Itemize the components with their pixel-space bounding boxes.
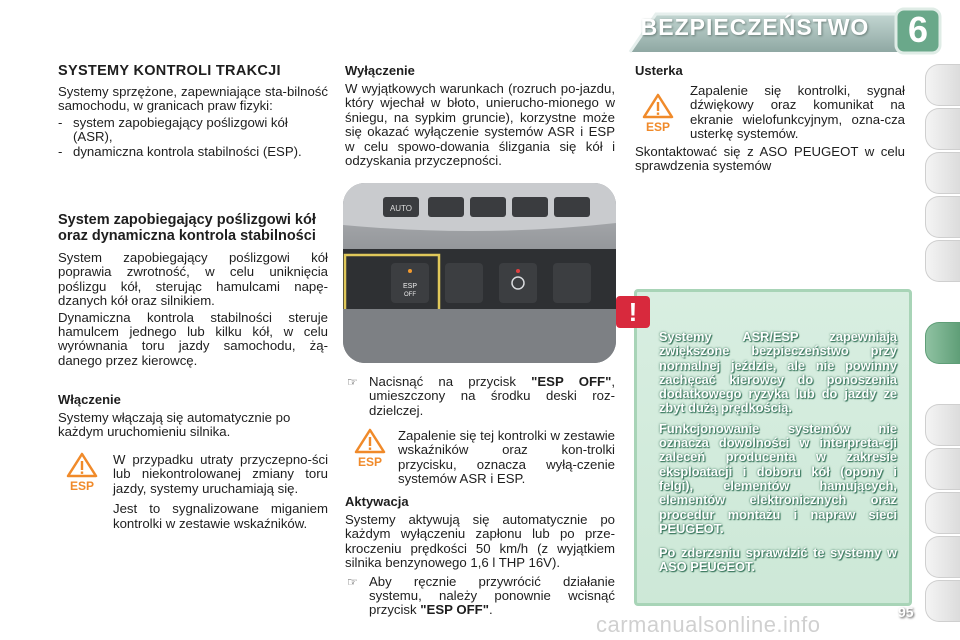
chapter-tab[interactable] <box>925 580 960 622</box>
note-text: Zapalenie się kontrolki, sygnał dźwiękowy oraz komunikat na ekranie wielofunkcyjnym, ozna-cza usterkę systemów. <box>690 83 905 142</box>
paragraph: Dynamiczna kontrola stabilności steruje hamulcem jednego lub kilku kół, w celu wyrównania toru jazdy samochodu, żą-danego przez kierowcę. <box>58 309 328 368</box>
column-2-step <box>345 375 615 418</box>
heading-wlaczenie: Włączenie <box>58 392 121 407</box>
esp-off-button-label: "ESP OFF" <box>420 602 489 618</box>
chapter-tab[interactable] <box>925 492 960 534</box>
dashboard-photo <box>343 183 616 363</box>
esp-off-button-label: "ESP OFF" <box>531 374 612 389</box>
note-text: W przypadku utraty przyczepno-ści lub niekontrolowanej zmiany toru jazdy, systemy uruchamiają się. <box>113 452 328 496</box>
caution-paragraph: Po zderzeniu sprawdzić te systemy w ASO PEUGEOT. <box>659 545 897 575</box>
instruction-step: ☞ Aby ręcznie przywrócić działanie systemu, należy ponownie wcisnąć przycisk "ESP OFF". <box>347 573 615 618</box>
subsection-title: System zapobiegający poślizgowi kół oraz dynamiczna kontrola stabilności <box>58 212 316 244</box>
column-1-note <box>113 453 328 533</box>
chapter-tab[interactable] <box>925 152 960 194</box>
heading-usterka: Usterka <box>635 63 683 78</box>
paragraph: Systemy włączają się automatycznie po każdym uruchomieniu silnika. <box>58 410 291 440</box>
chapter-tab[interactable] <box>925 404 960 446</box>
intro-text: Systemy sprzężone, zapewniające sta-bilność samochodu, w granicach praw fizyki: <box>58 84 328 114</box>
svg-text:ESP: ESP <box>69 479 95 492</box>
column-1-activation <box>58 392 328 442</box>
section-title: SYSTEMY KONTROLI TRAKCJI <box>58 63 281 79</box>
chapter-tab[interactable] <box>925 108 960 150</box>
esp-label: ESP <box>402 283 418 290</box>
esp-warning-icon <box>638 93 678 133</box>
column-3-note <box>690 84 905 144</box>
paragraph: Skontaktować się z ASO PEUGEOT w celu sprawdzenia systemów <box>635 144 905 174</box>
list-item: - dynamiczna kontrola stabilności (ESP). <box>58 143 302 159</box>
column-2-activation <box>345 494 615 618</box>
svg-text:ESP: ESP <box>645 120 671 133</box>
column-1-section <box>58 212 328 370</box>
column-2-note <box>398 429 615 489</box>
column-1 <box>58 63 328 159</box>
caution-text <box>659 330 897 581</box>
chapter-number: 6 <box>907 9 929 50</box>
paragraph: W wyjątkowych warunkach (rozruch po-jazdu, który wjechał w błoto, unierucho-mionego w śniegu, na sypkim gruncie), korzystne może się okazać wyłączenie systemów ASR i ESP w celu spowo-dowania ślizgania się kół i odzyskania przyczepności. <box>345 81 615 169</box>
column-2 <box>345 63 615 170</box>
note-text: Zapalenie się tej kontrolki w zestawie wskaźników oraz kon-trolki przycisku, oznacza wyłą-czenie systemów ASR i ESP. <box>398 428 615 487</box>
note-text: Jest to sygnalizowane miganiem kontrolki w zestawie wskaźników. <box>113 501 328 531</box>
caution-paragraph: Systemy ASR/ESP zapewniają zwiększone bezpieczeństwo przy normalnej jeździe, ale nie powinny zachęcać kierowcy do ponoszenia dodatkowego ryzyka lub do jazdy ze zbyt dużą prędkością. <box>659 329 897 416</box>
chapter-tab[interactable] <box>925 196 960 238</box>
chapter-title: BEZPIECZEŃSTWO <box>640 14 870 40</box>
column-3-text <box>635 145 905 176</box>
chapter-tab[interactable] <box>925 64 960 106</box>
svg-text:ESP: ESP <box>357 455 383 468</box>
paragraph: Systemy aktywują się automatycznie po każdym wyłączeniu zapłonu lub po prze-kroczeniu prędkości 50 km/h (z wyjątkiem silnika benzynowego 1,6 l THP 16V). <box>345 512 615 571</box>
chapter-tab-active[interactable] <box>925 322 960 364</box>
page-number: 95 <box>898 604 914 620</box>
paragraph: System zapobiegający poślizgowi kół poprawia zwrotność, w celu uniknięcia poślizgu kół, sterując hamulcami napę-dzanych kół oraz silnikiem. <box>58 250 328 309</box>
off-label: OFF <box>404 292 416 298</box>
esp-warning-icon <box>350 428 390 468</box>
esp-warning-icon <box>62 452 102 492</box>
caution-icon: ! <box>616 296 650 328</box>
chapter-tab[interactable] <box>925 240 960 282</box>
chapter-tabs <box>925 64 960 624</box>
column-3 <box>635 63 905 82</box>
caution-paragraph: Funkcjonowanie systemów nie oznacza dowolności w interpreta-cji zaleceń producenta w zakresie eksploatacji i doboru kół (opony i felgi), elementów hamujących, elementów elektronicznych oraz procedur montażu i napraw sieci PEUGEOT. <box>659 420 897 536</box>
watermark: carmanualsonline.info <box>596 612 821 637</box>
chapter-tab[interactable] <box>925 536 960 578</box>
list-item: - system zapobiegający poślizgowi kół (ASR), <box>58 114 288 145</box>
chapter-tab[interactable] <box>925 448 960 490</box>
heading-wylaczenie: Wyłączenie <box>345 63 415 78</box>
heading-aktywacja: Aktywacja <box>345 494 409 509</box>
instruction-step: ☞ Nacisnąć na przycisk "ESP OFF", umieszczony na środku deski roz-dzielczej. <box>347 374 615 418</box>
auto-label: AUTO <box>389 204 413 213</box>
